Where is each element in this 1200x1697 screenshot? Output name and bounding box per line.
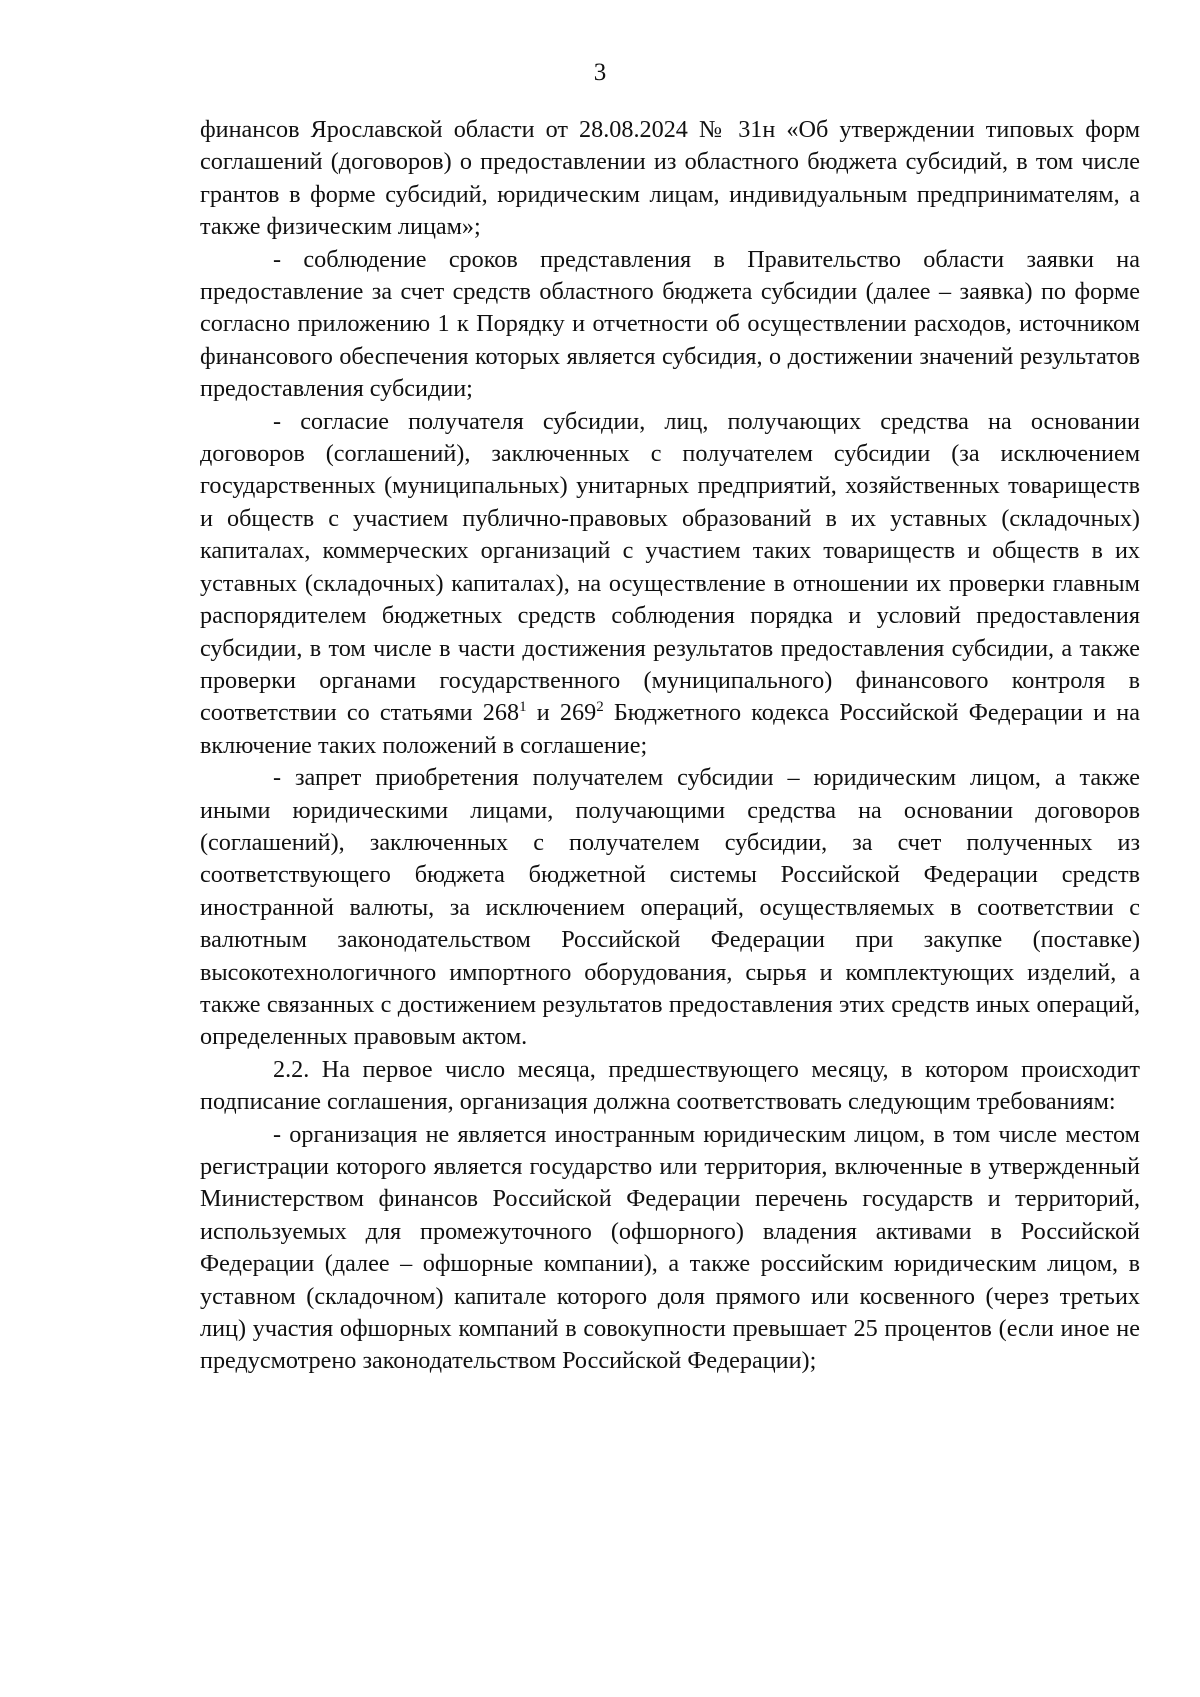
consent-text-start: - согласие получателя субсидии, лиц, получающих средства на основании договоров (соглашений), заключенных с получателем субсидии (за исключением государственных (муниципальных) унитарных предприятий, хозяйственных товариществ и обществ с участием публично-правовых образований в их уставных (складочных) капиталах, коммерческих организаций с участием таких товариществ и обществ в их уставных (складочных) капиталах), на осуществление в отношении их проверки главным распорядителем бюджетных средств соблюдения порядка и условий предоставления субсидии, в том числе в части достижения результатов предоставления субсидии, а также проверки органами государственного (муниципального) финансового контроля в соответствии со статьями 268 [200,407,1140,727]
paragraph-currency-ban: - запрет приобретения получателем субсидии – юридическим лицом, а также иными юридическими лицами, получающими средства на основании договоров (соглашений), заключенных с получателем субсидии, за счет полученных из соответствующего бюджета бюджетной системы Российской Федерации средств иностранной валюты, за исключением операций, осуществляемых в соответствии с валютным законодательством Российской Федерации при закупке (поставке) высокотехнологичного импортного оборудования, сырья и комплектующих изделий, а также связанных с достижением результатов предоставления этих средств иных операций, определенных правовым актом. [200,764,1140,1051]
paragraph-continuation: финансов Ярославской области от 28.08.2024 № 31н «Об утверждении типовых форм соглашений (договоров) о предоставлении из областного бюджета субсидий, в том числе грантов в форме субсидий, юридическим лицам, индивидуальным предпринимателям, а также физическим лицам»; [200,116,1140,241]
consent-text-middle: и 269 [526,699,597,727]
document-body [200,114,1140,1378]
consent-text-end: Бюджетного кодекса Российской Федерации и на включение таких положений в соглашение; [200,699,1140,759]
superscript-one: 1 [519,699,527,716]
paragraph-section-2-2: 2.2. На первое число месяца, предшествующего месяцу, в котором происходит подписание соглашения, организация должна соответствовать следующим требованиям: [200,1055,1140,1116]
page-number: 3 [593,59,607,86]
paragraph-offshore: - организация не является иностранным юридическим лицом, в том числе местом регистрации которого является государство или территория, включенные в утвержденный Министерством финансов Российской Федерации перечень государств и территорий, используемых для промежуточного (офшорного) владения активами в Российской Федерации (далее – офшорные компании), а также российским юридическим лицом, в уставном (складочном) капитале которого доля прямого или косвенного (через третьих лиц) участия офшорных компаний в совокупности превышает 25 процентов (если иное не предусмотрено законодательством Российской Федерации); [200,1120,1140,1375]
paragraph-consent [200,406,1140,762]
superscript-two: 2 [596,699,604,716]
paragraph-deadlines: - соблюдение сроков представления в Правительство области заявки на предоставление за счет средств областного бюджета субсидии (далее – заявка) по форме согласно приложению 1 к Порядку и отчетности об осуществлении расходов, источником финансового обеспечения которых является субсидия, о достижении значений результатов предоставления субсидии; [200,245,1140,403]
